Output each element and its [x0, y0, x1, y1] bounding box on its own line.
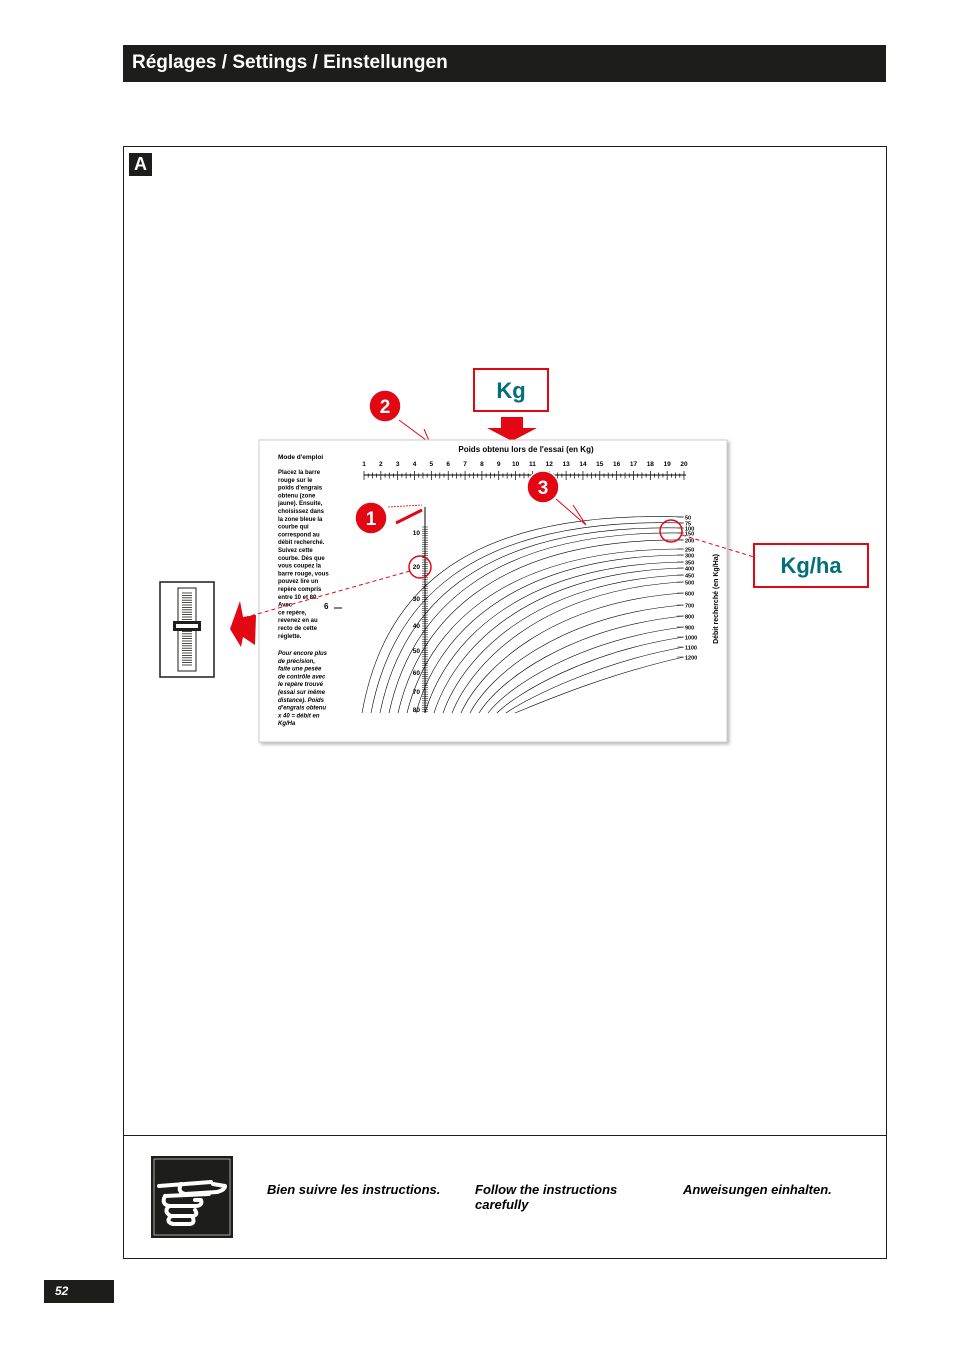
marker-value: 6 [324, 602, 329, 611]
instruction-line: recto de cette [278, 626, 318, 632]
instruction-line: ce repère, [278, 610, 307, 617]
precision-line: Pour encore plus [278, 651, 328, 657]
figure-label: A [129, 153, 152, 176]
top-scale-label: 17 [629, 461, 638, 468]
top-scale-label: 3 [395, 461, 400, 468]
right-scale-label: 400 [685, 566, 695, 573]
instruction-line: réglette. [278, 633, 302, 640]
top-scale-label: 12 [545, 461, 553, 468]
right-scale-label: 350 [685, 560, 695, 567]
top-scale-label: 15 [596, 461, 604, 468]
instruction-line: obtenu (zone [278, 493, 316, 500]
top-scale-label: 2 [379, 461, 383, 468]
instruction-line: courbe qui [278, 524, 309, 531]
page-number: 52 [44, 1280, 114, 1303]
right-scale-label: 1100 [685, 645, 697, 652]
instruction-line: jaune). Ensuite, [278, 501, 323, 508]
instruction-line: Avec [278, 602, 293, 609]
frame-divider [124, 1135, 886, 1136]
callout-2-number: 2 [379, 397, 391, 418]
instruction-text-fr: Bien suivre les instructions. [267, 1182, 441, 1197]
kgha-label: Kg/ha [780, 553, 842, 578]
instructions-title: Mode d'emploi [278, 454, 324, 461]
left-scale-label: 20 [412, 564, 420, 571]
instruction-line: rouge sur le [278, 477, 313, 484]
top-scale-label: 9 [496, 461, 501, 468]
callout-3-number: 3 [537, 478, 549, 499]
instruction-line: correspond au [278, 532, 320, 539]
instruction-line: débit recherché. [278, 540, 325, 547]
instruction-line: vous coupez la [278, 563, 322, 570]
right-scale-label: 75 [685, 521, 692, 528]
top-scale-label: 14 [579, 461, 587, 468]
right-scale-label: 200 [685, 538, 695, 545]
instruction-text-en: Follow the instructions carefully [475, 1182, 618, 1212]
left-scale-label: 30 [412, 596, 420, 603]
right-scale-label: 700 [685, 603, 695, 610]
top-scale-label: 18 [646, 461, 654, 468]
precision-line: faite une pesée [278, 666, 322, 673]
calibration-card [259, 440, 727, 742]
header-bar [123, 45, 886, 82]
slider-arrow-icon [230, 601, 256, 647]
figure-frame [123, 146, 887, 1259]
right-scale-label: 250 [685, 547, 695, 554]
instruction-line: repère compris [278, 587, 322, 593]
card-top-title: Poids obtenu lors de l'essai (en Kg) [458, 445, 594, 454]
top-scale-label: 10 [511, 461, 520, 468]
precision-line: (essai sur même [278, 690, 326, 696]
right-scale-label: 300 [685, 553, 695, 560]
instruction-line: revenez en au [278, 618, 318, 625]
top-scale-label: 20 [680, 461, 688, 468]
right-scale-label: 1000 [685, 635, 698, 642]
top-scale-label: 8 [480, 461, 484, 468]
precision-line: de contrôle avec [278, 674, 326, 681]
kg-label: Kg [496, 378, 526, 403]
slider-gauge [160, 582, 214, 677]
instruction-line: la zone bleue la [278, 516, 323, 523]
instruction-line: Suivez cette [278, 548, 313, 554]
left-scale-label: 40 [412, 623, 420, 630]
left-scale-label: 80 [412, 707, 420, 714]
left-scale-label: 50 [412, 648, 420, 655]
callout-1-number: 1 [365, 509, 377, 530]
right-scale-label: 500 [685, 580, 695, 587]
top-scale-label: 5 [429, 461, 434, 468]
instruction-line: poids d'engrais [278, 485, 323, 492]
instruction-line: choisissez dans [278, 509, 325, 515]
left-scale-label: 60 [412, 670, 420, 677]
top-scale-label: 4 [412, 461, 417, 468]
left-scale-label: 10 [412, 530, 420, 537]
precision-line: le repère trouvé [278, 682, 324, 689]
right-scale-label: 900 [685, 625, 695, 632]
top-scale-label: 16 [613, 461, 621, 468]
instruction-line: barre rouge, vous [278, 571, 329, 578]
page-header-title: Réglages / Settings / Einstellungen [132, 52, 448, 73]
top-scale-label: 7 [463, 461, 467, 468]
right-scale-label: 450 [685, 573, 695, 580]
precision-line: Kg/Ha [278, 721, 296, 728]
top-scale-label: 13 [562, 461, 570, 468]
right-scale-label: 800 [685, 614, 695, 621]
instruction-text-de: Anweisungen einhalten. [683, 1182, 832, 1197]
kg-arrow-icon [487, 417, 537, 441]
top-scale-label: 6 [446, 461, 451, 468]
right-scale-label: 100 [685, 526, 695, 533]
instruction-line: courbe. Dès que [278, 555, 325, 562]
precision-line: d'engrais obtenu [278, 705, 327, 712]
right-scale-label: 600 [685, 591, 695, 598]
left-scale-label: 70 [412, 689, 420, 696]
right-scale-label: 150 [685, 531, 695, 538]
instruction-line: entre 10 et 80. [278, 594, 319, 601]
right-scale-label: 50 [685, 515, 692, 522]
precision-line: distance). Poids [278, 697, 325, 704]
read-instructions-icon [151, 1156, 233, 1238]
right-axis-title: Débit recherché (en Kg/Ha) [713, 554, 720, 644]
calibration-diagram [124, 147, 886, 1132]
instruction-line: pouvez lire un [278, 579, 319, 586]
right-scale-label: 1200 [685, 655, 698, 662]
top-scale-label: 1 [362, 461, 366, 468]
precision-line: de précision, [278, 658, 316, 665]
top-scale-label: 11 [528, 461, 536, 468]
precision-line: x 40 = débit en [278, 713, 320, 720]
top-scale-label: 19 [663, 461, 671, 468]
instruction-line: Placez la barre [278, 470, 321, 476]
